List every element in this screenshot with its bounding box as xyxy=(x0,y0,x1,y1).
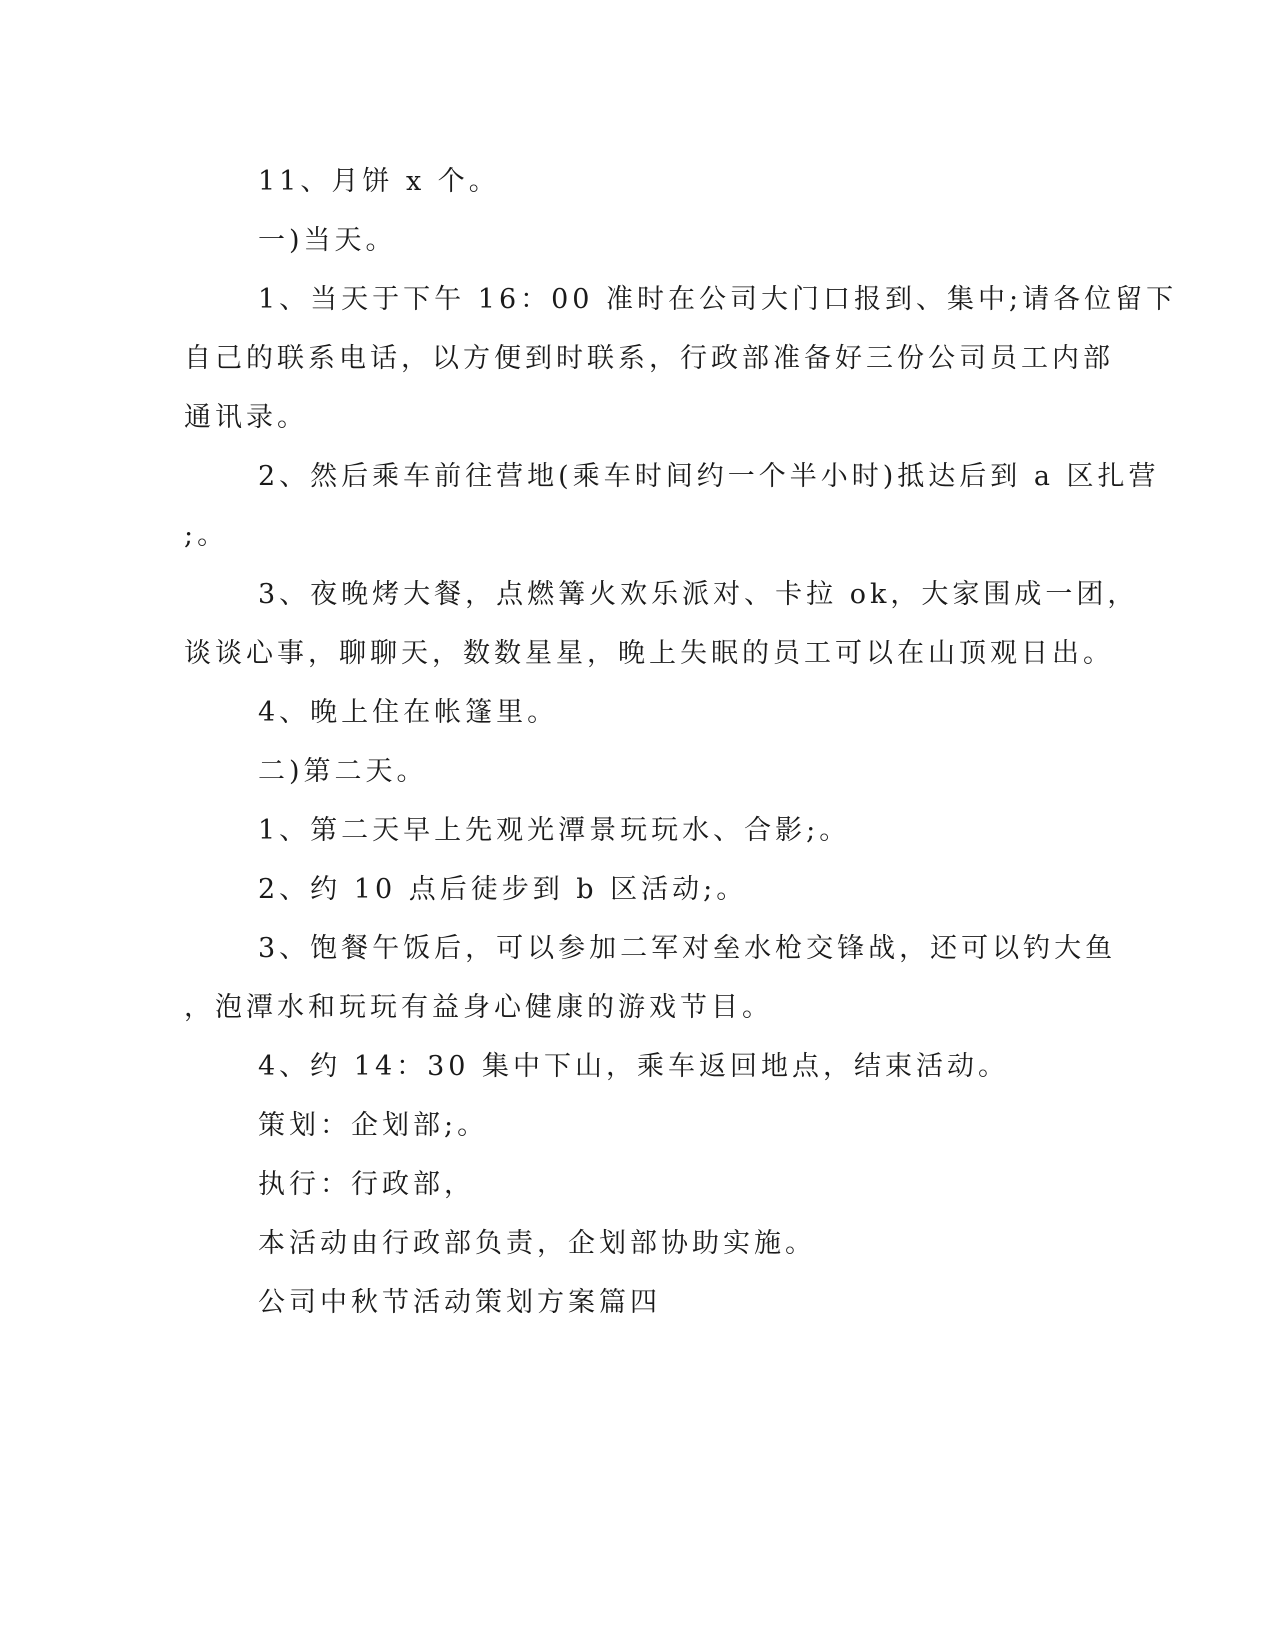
paragraph-line: 3、夜晚烤大餐，点燃篝火欢乐派对、卡拉 ok，大家围成一团， xyxy=(258,579,1139,610)
paragraph-line: 通讯录。 xyxy=(184,402,308,433)
paragraph-line: 11、月饼 x 个。 xyxy=(258,166,500,197)
paragraph-line: 策划：企划部;。 xyxy=(258,1110,489,1141)
paragraph-line: 3、饱餐午饭后，可以参加二军对垒水枪交锋战，还可以钓大鱼 xyxy=(258,933,1117,964)
paragraph-line: 2、约 10 点后徒步到 b 区活动;。 xyxy=(258,874,748,905)
paragraph-line: 4、约 14：30 集中下山，乘车返回地点，结束活动。 xyxy=(258,1051,1010,1082)
paragraph-line: 2、然后乘车前往营地(乘车时间约一个半小时)抵达后到 a 区扎营 xyxy=(258,461,1160,492)
paragraph-line: 4、晚上住在帐篷里。 xyxy=(258,697,559,728)
section-title: 公司中秋节活动策划方案篇四 xyxy=(258,1287,661,1318)
paragraph-line: 1、当天于下午 16：00 准时在公司大门口报到、集中;请各位留下 xyxy=(258,284,1178,315)
paragraph-line: 谈谈心事，聊聊天，数数星星，晚上失眠的员工可以在山顶观日出。 xyxy=(184,638,1114,669)
paragraph-line: 自己的联系电话，以方便到时联系，行政部准备好三份公司员工内部 xyxy=(184,343,1114,374)
paragraph-line: ;。 xyxy=(184,520,229,551)
paragraph-line: 1、第二天早上先观光潭景玩玩水、合影;。 xyxy=(258,815,851,846)
paragraph-line: 本活动由行政部负责，企划部协助实施。 xyxy=(258,1228,816,1259)
section-heading: 二)第二天。 xyxy=(258,756,428,787)
paragraph-line: 执行：行政部， xyxy=(258,1169,475,1200)
section-heading: 一)当天。 xyxy=(258,225,397,256)
paragraph-line: ，泡潭水和玩玩有益身心健康的游戏节目。 xyxy=(184,992,773,1023)
